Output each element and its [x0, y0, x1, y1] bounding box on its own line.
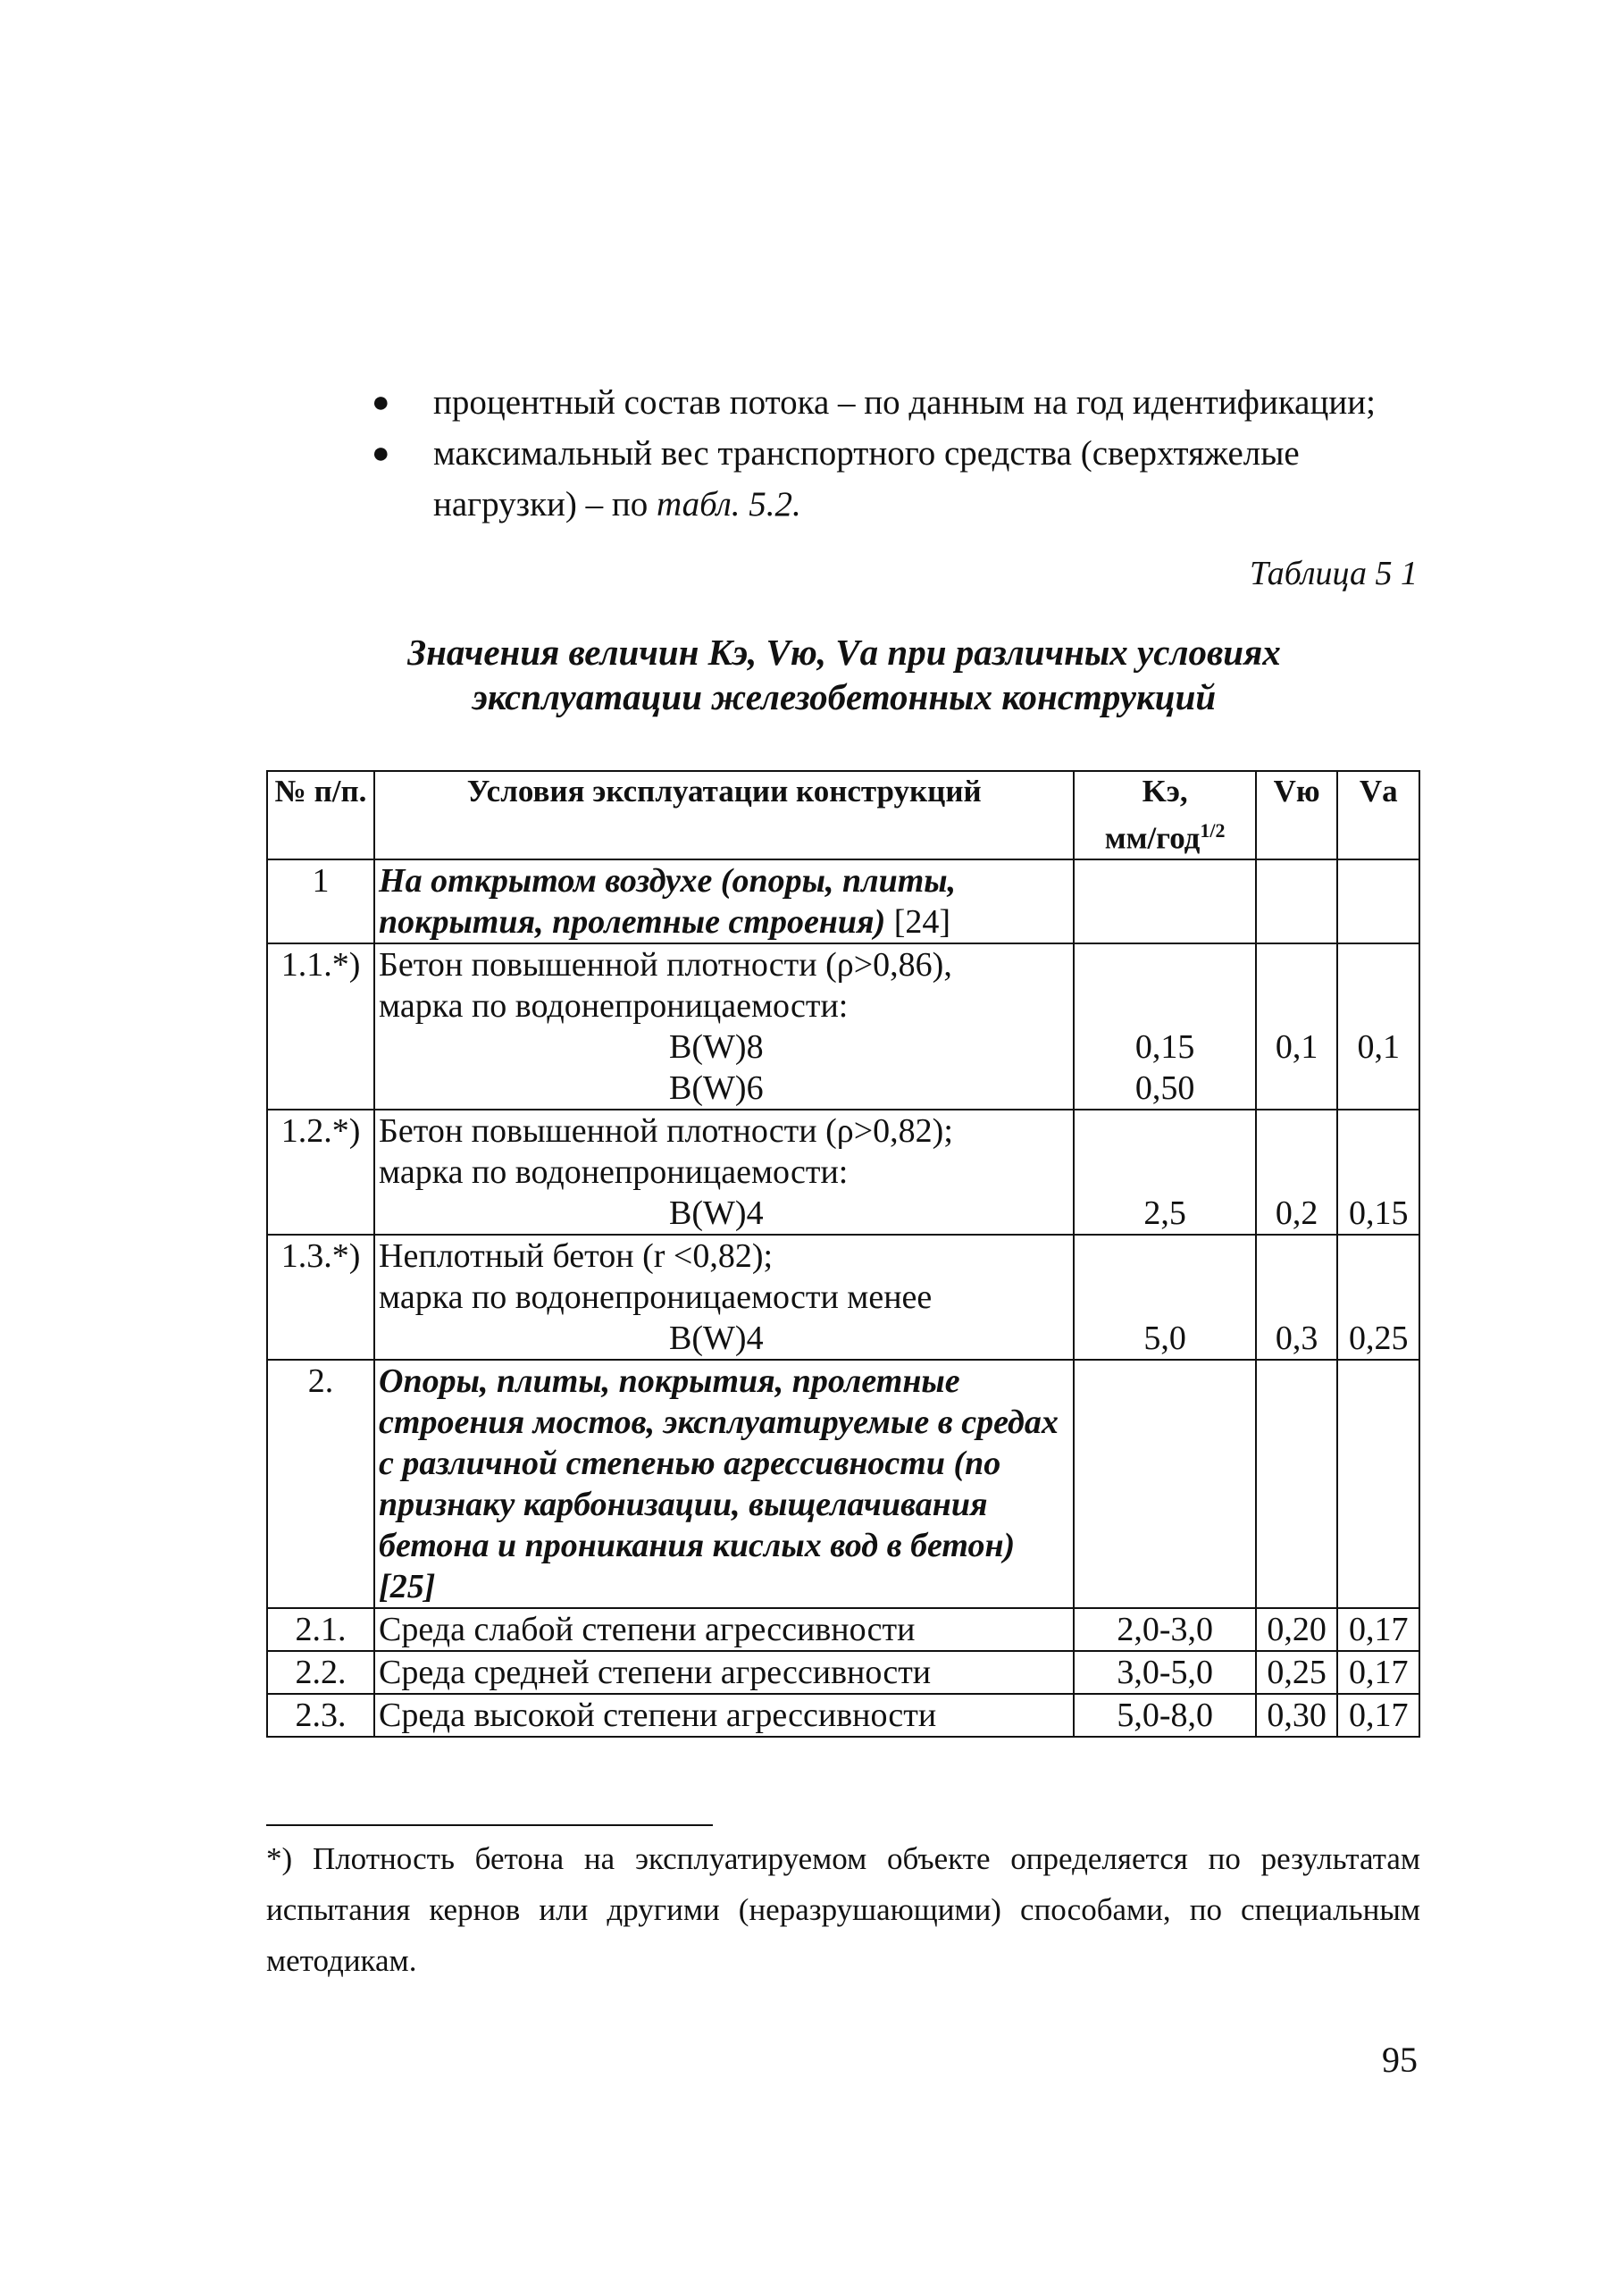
row-va: 0,17 — [1337, 1694, 1419, 1737]
row-number: 1.2.*) — [267, 1110, 374, 1235]
row-k: 5,0-8,0 — [1074, 1694, 1255, 1737]
row-k: 0,15 0,50 — [1074, 943, 1255, 1110]
header-no: № п/п. — [267, 771, 374, 859]
header-k-symbol: Kэ, — [1142, 774, 1188, 809]
row-conditions: На открытом воздухе (опоры, плиты, покрытия, пролетные строения) [24] — [374, 859, 1074, 943]
row-k: 3,0-5,0 — [1074, 1651, 1255, 1694]
header-k-unit: мм/год$^{1/2}$ — [1104, 819, 1226, 856]
table-row — [267, 1608, 1419, 1651]
row-number: 2.3. — [267, 1694, 374, 1737]
row-va: 0,17 — [1337, 1651, 1419, 1694]
row-number: 2.1. — [267, 1608, 374, 1651]
row-conditions: Опоры, плиты, покрытия, пролетные строения мостов, эксплуатируемые в средах с различной степенью агрессивности (по признаку карбонизации, выщелачивания бетона и проникания кислых вод в бетон) [25] — [374, 1360, 1074, 1608]
page-number: 95 — [1382, 2040, 1418, 2080]
row-va: 0,1 — [1337, 943, 1419, 1110]
footnote-text: Плотность бетона на эксплуатируемом объекте определяется по результатам испытания кернов или другими (неразрушающими) способами, по специальным методикам. — [266, 1841, 1421, 1978]
row-vu — [1256, 859, 1338, 943]
table-row — [267, 943, 1419, 1110]
row-vu: 0,25 — [1256, 1651, 1338, 1694]
table-row — [267, 1235, 1419, 1360]
row-conditions: Среда высокой степени агрессивности — [374, 1694, 1074, 1737]
table-row — [267, 1110, 1419, 1235]
table-row — [267, 859, 1419, 943]
row-vu: 0,2 — [1256, 1110, 1338, 1235]
data-table — [266, 770, 1420, 1738]
table-caption — [268, 630, 1420, 719]
row-k — [1074, 859, 1255, 943]
row-conditions: Неплотный бетон (r <0,82); марка по водонепроницаемости менее B(W)4 — [374, 1235, 1074, 1360]
bullet-text: процентный состав потока – по данным на год идентификации; — [433, 383, 1376, 422]
row-conditions: Среда средней степени агрессивности — [374, 1651, 1074, 1694]
caption-line: Значения величин Kэ, Vю, Vа при различных условиях — [407, 632, 1281, 673]
row-k — [1074, 1360, 1255, 1608]
header-va: Vа — [1337, 771, 1419, 859]
bullet-item — [366, 428, 1420, 530]
footnote-mark: *) — [266, 1841, 293, 1876]
bullet-list — [366, 377, 1420, 530]
row-number: 1.3.*) — [267, 1235, 374, 1360]
table-number: Таблица 5 1 — [1250, 555, 1418, 592]
table-row — [267, 1651, 1419, 1694]
row-conditions: Бетон повышенной плотности (ρ>0,82); марка по водонепроницаемости: B(W)4 — [374, 1110, 1074, 1235]
table-row — [267, 1360, 1419, 1608]
bullet-dot-icon: ● — [372, 386, 390, 419]
row-conditions: Среда слабой степени агрессивности — [374, 1608, 1074, 1651]
row-k: 2,5 — [1074, 1110, 1255, 1235]
footnote-divider — [266, 1824, 713, 1826]
row-vu — [1256, 1360, 1338, 1608]
bullet-text: максимальный вес транспортного средства (сверхтяжелые нагрузки) – по — [433, 434, 1300, 524]
row-k: 5,0 — [1074, 1235, 1255, 1360]
row-vu: 0,3 — [1256, 1235, 1338, 1360]
row-reference: [24] — [893, 902, 951, 941]
header-k-exponent: 1/2 — [1200, 819, 1226, 842]
table-reference: табл. 5.2. — [657, 485, 801, 524]
header-k — [1074, 771, 1255, 859]
row-k: 2,0-3,0 — [1074, 1608, 1255, 1651]
row-number: 2. — [267, 1360, 374, 1608]
row-vu: 0,1 — [1256, 943, 1338, 1110]
row-va: 0,25 — [1337, 1235, 1419, 1360]
row-va — [1337, 1360, 1419, 1608]
row-conditions: Бетон повышенной плотности (ρ>0,86), марка по водонепроницаемости: B(W)8 B(W)6 — [374, 943, 1074, 1110]
table-row — [267, 1694, 1419, 1737]
row-va: 0,17 — [1337, 1608, 1419, 1651]
row-vu: 0,20 — [1256, 1608, 1338, 1651]
caption-line: эксплуатации железобетонных конструкций — [472, 676, 1217, 717]
row-va: 0,15 — [1337, 1110, 1419, 1235]
row-number: 1 — [267, 859, 374, 943]
row-number: 1.1.*) — [267, 943, 374, 1110]
table-header-row — [267, 771, 1419, 859]
row-vu: 0,30 — [1256, 1694, 1338, 1737]
row-va — [1337, 859, 1419, 943]
row-number: 2.2. — [267, 1651, 374, 1694]
bullet-dot-icon: ● — [372, 437, 390, 470]
header-conditions: Условия эксплуатации конструкций — [374, 771, 1074, 859]
footnote — [266, 1833, 1420, 1986]
bullet-item — [366, 377, 1420, 428]
header-vu: Vю — [1256, 771, 1338, 859]
